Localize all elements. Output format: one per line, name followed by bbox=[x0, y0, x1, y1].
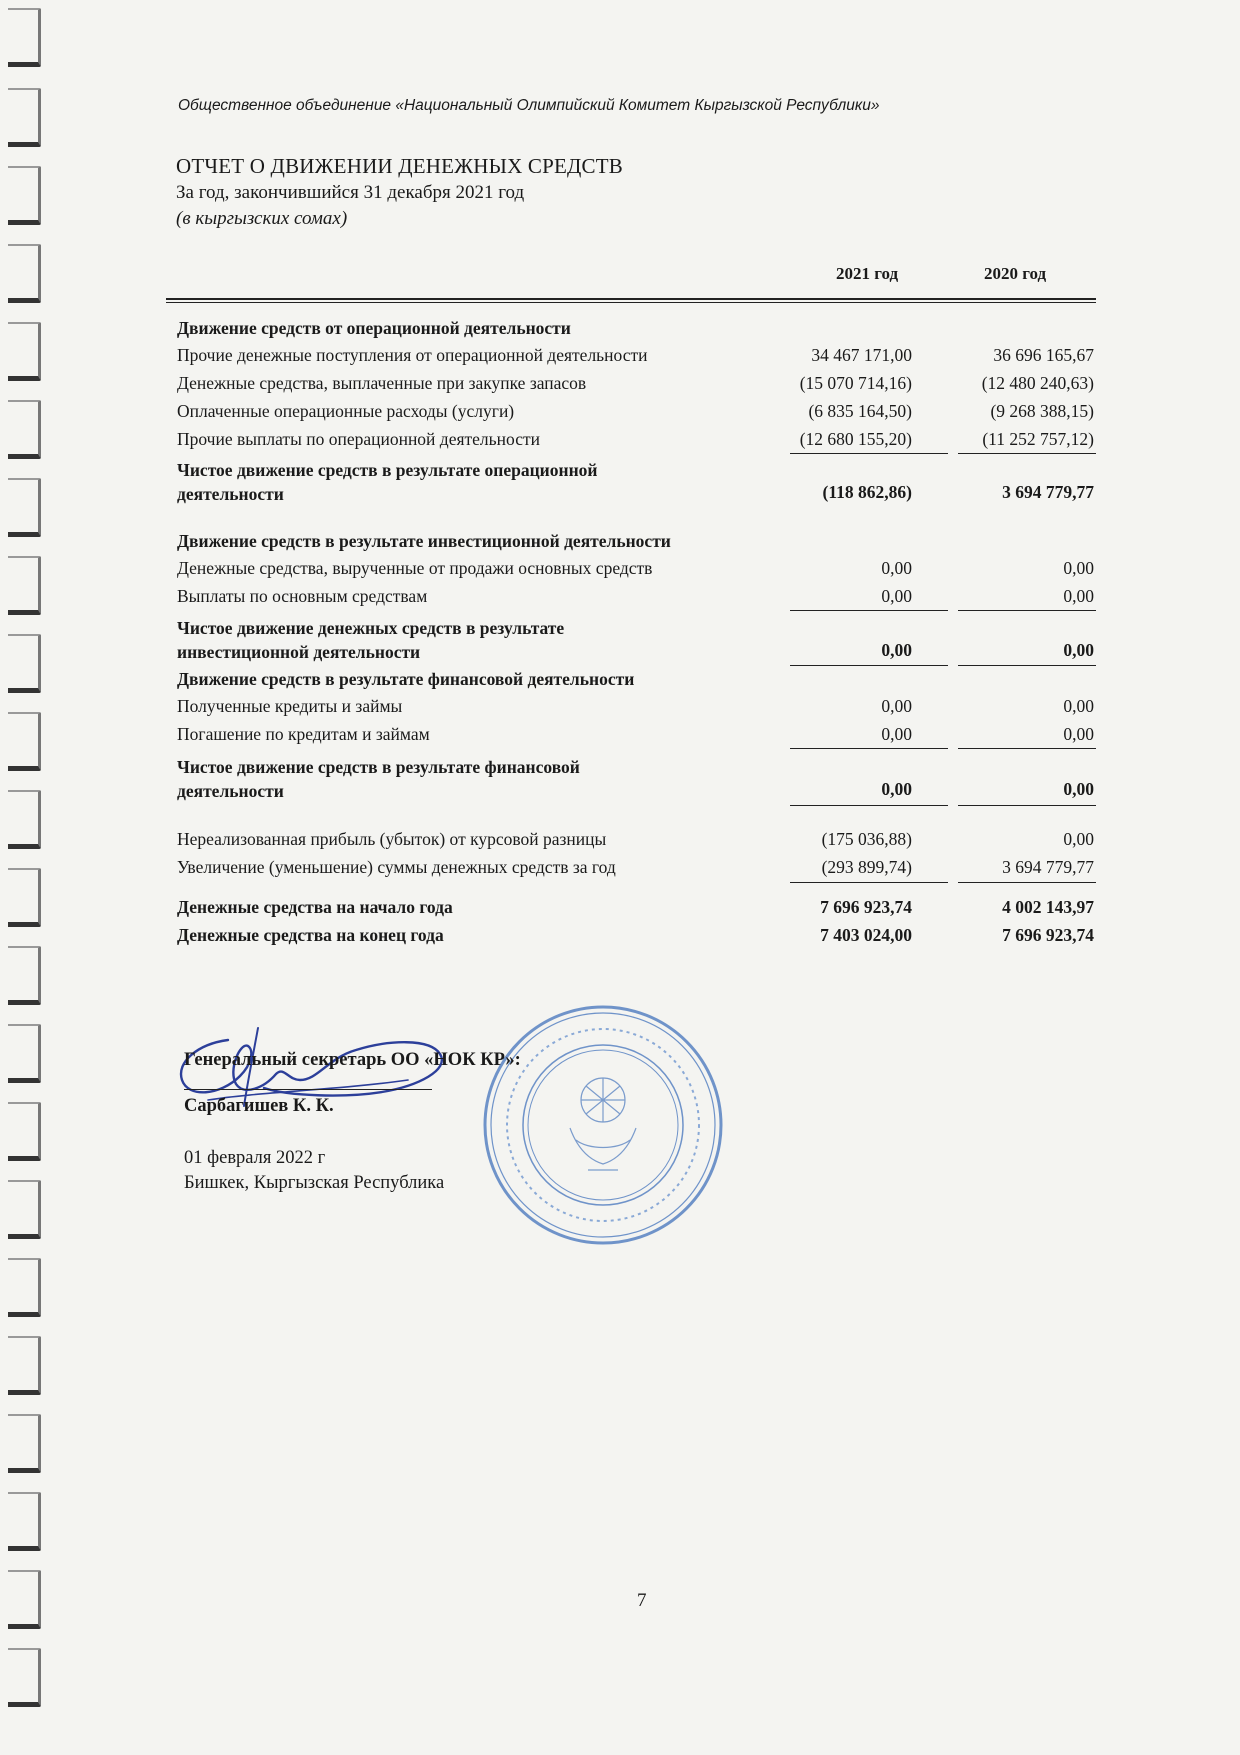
table-row bbox=[177, 829, 1097, 855]
row-label: Увеличение (уменьшение) суммы денежных средств за год bbox=[177, 857, 616, 877]
binding-ring bbox=[8, 400, 41, 459]
binding-ring bbox=[8, 556, 41, 615]
binding-ring bbox=[8, 8, 41, 67]
row-label: Погашение по кредитам и займам bbox=[177, 724, 430, 744]
row-label: Прочие выплаты по операционной деятельности bbox=[177, 429, 540, 449]
section-financing bbox=[177, 669, 1097, 695]
value-2020: 7 696 923,74 bbox=[1002, 925, 1094, 945]
report-period: За год, закончившийся 31 декабря 2021 год bbox=[176, 182, 525, 203]
value-2021: 7 403 024,00 bbox=[820, 925, 912, 945]
table-row bbox=[177, 429, 1097, 455]
signature-date: 01 февраля 2022 г bbox=[184, 1148, 326, 1168]
section-investing bbox=[177, 531, 1097, 557]
signatory-name: Сарбагишев К. К. bbox=[184, 1096, 334, 1116]
value-2020: 4 002 143,97 bbox=[1002, 897, 1094, 917]
value-2021: 0,00 bbox=[881, 724, 912, 744]
binding-ring bbox=[8, 868, 41, 927]
subtotal-rule bbox=[790, 748, 948, 749]
signature-line bbox=[184, 1089, 432, 1090]
column-header-2020: 2020 год bbox=[984, 264, 1047, 283]
row-label: Полученные кредиты и займы bbox=[177, 696, 403, 716]
total-rule bbox=[958, 665, 1096, 666]
table-row bbox=[177, 586, 1097, 612]
binding-ring bbox=[8, 1570, 41, 1629]
section-title: Движение средств в результате инвестиционной деятельности bbox=[177, 531, 671, 551]
section-operating bbox=[177, 318, 1097, 344]
value-2020: (9 268 388,15) bbox=[990, 401, 1094, 421]
official-seal bbox=[478, 1000, 728, 1250]
value-2021: (175 036,88) bbox=[821, 829, 912, 849]
table-row bbox=[177, 925, 1097, 951]
binding-ring bbox=[8, 88, 41, 147]
total-label-line1: Чистое движение средств в результате операционной bbox=[177, 460, 598, 480]
total-label-line2: инвестиционной деятельности bbox=[177, 642, 421, 662]
subtotal-rule bbox=[790, 453, 948, 454]
total-rule bbox=[958, 805, 1096, 806]
page-number: 7 bbox=[637, 1590, 647, 1611]
section-title: Движение средств от операционной деятельности bbox=[177, 318, 571, 338]
binding-ring bbox=[8, 1414, 41, 1473]
table-row bbox=[177, 401, 1097, 427]
value-2021: (15 070 714,16) bbox=[799, 373, 912, 393]
signatory-position: Генеральный секретарь ОО «НОК КР»: bbox=[184, 1050, 521, 1070]
total-rule bbox=[790, 665, 948, 666]
header-rule bbox=[166, 298, 1096, 300]
value-2021: 0,00 bbox=[881, 640, 912, 660]
subtotal-rule bbox=[958, 453, 1096, 454]
binding-ring bbox=[8, 1648, 41, 1707]
table-row bbox=[177, 857, 1097, 883]
value-2020: (12 480 240,63) bbox=[981, 373, 1094, 393]
total-row bbox=[177, 616, 1097, 666]
table-row bbox=[177, 373, 1097, 399]
total-label-line2: деятельности bbox=[177, 781, 284, 801]
column-header-2021: 2021 год bbox=[836, 264, 899, 283]
row-label: Выплаты по основным средствам bbox=[177, 586, 428, 606]
binding-ring bbox=[8, 1336, 41, 1395]
value-2020: (11 252 757,12) bbox=[982, 429, 1094, 449]
section-title: Движение средств в результате финансовой деятельности bbox=[177, 669, 635, 689]
value-2020: 0,00 bbox=[1063, 724, 1094, 744]
row-label: Оплаченные операционные расходы (услуги) bbox=[177, 401, 515, 421]
value-2021: 0,00 bbox=[881, 558, 912, 578]
value-2021: 0,00 bbox=[881, 696, 912, 716]
subtotal-rule bbox=[958, 882, 1096, 883]
subtotal-rule bbox=[790, 610, 948, 611]
binding-ring bbox=[8, 478, 41, 537]
value-2020: 0,00 bbox=[1063, 829, 1094, 849]
value-2020: 0,00 bbox=[1063, 779, 1094, 799]
binding-ring bbox=[8, 244, 41, 303]
row-label: Нереализованная прибыль (убыток) от курсовой разницы bbox=[177, 829, 607, 849]
value-2021: (293 899,74) bbox=[821, 857, 912, 877]
table-row bbox=[177, 345, 1097, 371]
value-2021: 0,00 bbox=[881, 586, 912, 606]
value-2020: 3 694 779,77 bbox=[1002, 857, 1094, 877]
binding-ring bbox=[8, 166, 41, 225]
organization-header: Общественное объединение «Национальный Олимпийский Комитет Кыргызской Республики» bbox=[178, 97, 880, 114]
currency-note: (в кыргызских сомах) bbox=[176, 208, 348, 229]
value-2021: 34 467 171,00 bbox=[811, 345, 912, 365]
table-row bbox=[177, 897, 1097, 923]
value-2020: 36 696 165,67 bbox=[993, 345, 1094, 365]
value-2020: 0,00 bbox=[1063, 586, 1094, 606]
binding-ring bbox=[8, 1024, 41, 1083]
value-2021: (6 835 164,50) bbox=[808, 401, 912, 421]
total-label-line2: деятельности bbox=[177, 484, 284, 504]
value-2021: (12 680 155,20) bbox=[799, 429, 912, 449]
row-label: Денежные средства, выплаченные при закупке запасов bbox=[177, 373, 587, 393]
total-rule bbox=[790, 805, 948, 806]
row-label: Денежные средства, вырученные от продажи основных средств bbox=[177, 558, 653, 578]
subtotal-rule bbox=[958, 610, 1096, 611]
table-row bbox=[177, 558, 1097, 584]
value-2021: (118 862,86) bbox=[822, 482, 912, 502]
binding-ring bbox=[8, 1492, 41, 1551]
subtotal-rule bbox=[790, 882, 948, 883]
value-2021: 0,00 bbox=[881, 779, 912, 799]
row-label: Денежные средства на начало года bbox=[177, 897, 453, 917]
total-row bbox=[177, 458, 1097, 508]
header-rule bbox=[166, 302, 1096, 303]
value-2020: 3 694 779,77 bbox=[1002, 482, 1094, 502]
report-title: ОТЧЕТ О ДВИЖЕНИИ ДЕНЕЖНЫХ СРЕДСТВ bbox=[176, 154, 623, 178]
binding-ring bbox=[8, 712, 41, 771]
total-label-line1: Чистое движение денежных средств в результате bbox=[177, 618, 565, 638]
binding-ring bbox=[8, 790, 41, 849]
value-2020: 0,00 bbox=[1063, 558, 1094, 578]
table-row bbox=[177, 724, 1097, 750]
binding-ring bbox=[8, 1102, 41, 1161]
row-label: Прочие денежные поступления от операционной деятельности bbox=[177, 345, 648, 365]
value-2021: 7 696 923,74 bbox=[820, 897, 912, 917]
spiral-binding bbox=[0, 0, 48, 1755]
binding-ring bbox=[8, 634, 41, 693]
binding-ring bbox=[8, 322, 41, 381]
row-label: Денежные средства на конец года bbox=[177, 925, 444, 945]
total-row bbox=[177, 755, 1097, 805]
value-2020: 0,00 bbox=[1063, 640, 1094, 660]
binding-ring bbox=[8, 1258, 41, 1317]
binding-ring bbox=[8, 1180, 41, 1239]
binding-ring bbox=[8, 946, 41, 1005]
table-row bbox=[177, 696, 1097, 722]
value-2020: 0,00 bbox=[1063, 696, 1094, 716]
signature-city: Бишкек, Кыргызская Республика bbox=[184, 1173, 445, 1193]
subtotal-rule bbox=[958, 748, 1096, 749]
total-label-line1: Чистое движение средств в результате финансовой bbox=[177, 757, 580, 777]
